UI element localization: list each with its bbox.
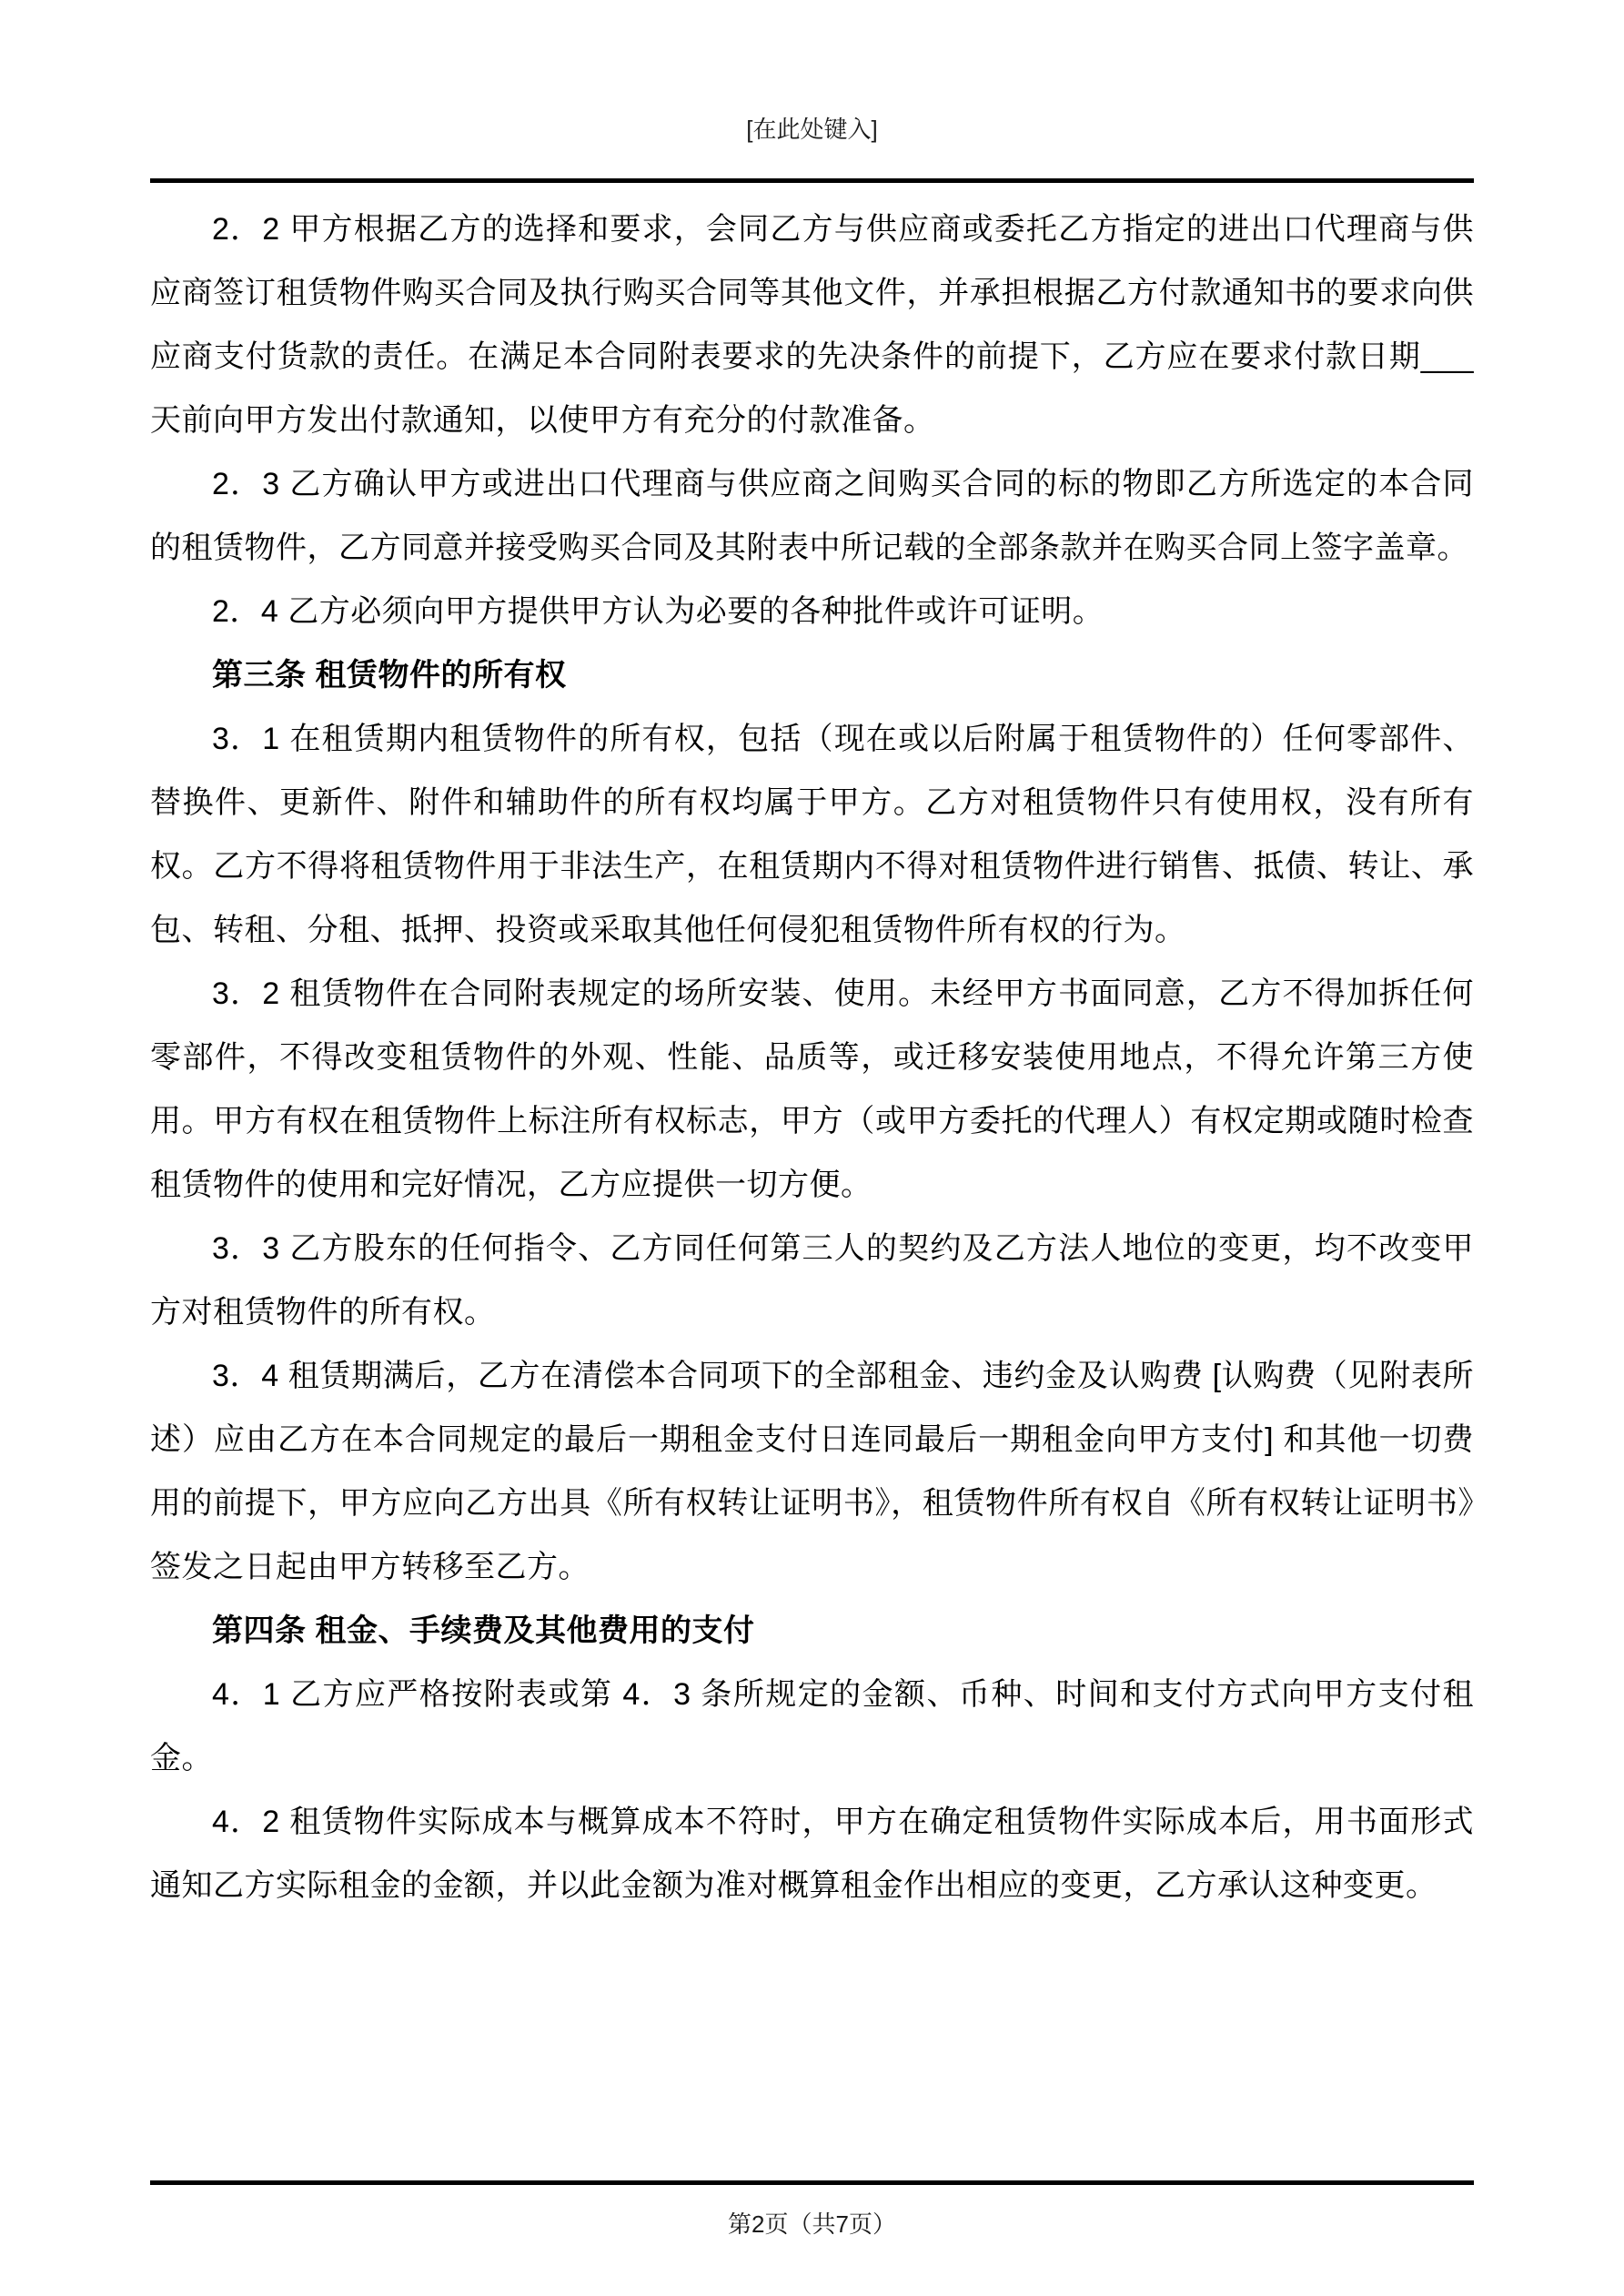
header-rule bbox=[150, 178, 1474, 183]
paragraph-clause-3-1: 3．1 在租赁期内租赁物件的所有权，包括（现在或以后附属于租赁物件的）任何零部件、替换件、更新件、附件和辅助件的所有权均属于甲方。乙方对租赁物件只有使用权，没有所有权。乙方不得将租赁物件用于非法生产，在租赁期内不得对租赁物件进行销售、抵债、转让、承包、转租、分租、抵押、投资或采取其他任何侵犯租赁物件所有权的行为。 bbox=[150, 722, 1474, 947]
document-body bbox=[150, 197, 1474, 1917]
paragraph-clause-3-2: 3．2 租赁物件在合同附表规定的场所安装、使用。未经甲方书面同意，乙方不得加拆任何零部件，不得改变租赁物件的外观、性能、品质等，或迁移安装使用地点，不得允许第三方使用。甲方有权在租赁物件上标注所有权标志，甲方（或甲方委托的代理人）有权定期或随时检查租赁物件的使用和完好情况，乙方应提供一切方便。 bbox=[150, 976, 1474, 1202]
page-header-placeholder: [在此处键入] bbox=[746, 116, 878, 143]
page-number-label: 第2页（共7页） bbox=[728, 2210, 896, 2238]
paragraph-clause-4-1: 4．1 乙方应严格按附表或第 4．3 条所规定的金额、币种、时间和支付方式向甲方支付租金。 bbox=[150, 1677, 1474, 1775]
footer-rule bbox=[150, 2180, 1474, 2185]
paragraph-clause-2-3: 2．3 乙方确认甲方或进出口代理商与供应商之间购买合同的标的物即乙方所选定的本合同的租赁物件，乙方同意并接受购买合同及其附表中所记载的全部条款并在购买合同上签字盖章。 bbox=[150, 467, 1474, 565]
paragraph-clause-2-4: 2．4 乙方必须向甲方提供甲方认为必要的各种批件或许可证明。 bbox=[212, 594, 1105, 629]
paragraph-clause-2-2: 2．2 甲方根据乙方的选择和要求，会同乙方与供应商或委托乙方指定的进出口代理商与供应商签订租赁物件购买合同及执行购买合同等其他文件，并承担根据乙方付款通知书的要求向供应商支付货款的责任。在满足本合同附表要求的先决条件的前提下，乙方应在要求付款日期___天前向甲方发出付款通知，以使甲方有充分的付款准备。 bbox=[150, 212, 1474, 438]
paragraph-clause-3-4: 3．4 租赁期满后，乙方在清偿本合同项下的全部租金、违约金及认购费 [认购费（见附表所述）应由乙方在本合同规定的最后一期租金支付日连同最后一期租金向甲方支付] 和其他一切费用的前提下，甲方应向乙方出具《所有权转让证明书》，租赁物件所有权自《所有权转让证明书》签发之日起由甲方转移至乙方。 bbox=[150, 1359, 1474, 1584]
paragraph-clause-4-2: 4．2 租赁物件实际成本与概算成本不符时，甲方在确定租赁物件实际成本后，用书面形式通知乙方实际租金的金额，并以此金额为准对概算租金作出相应的变更，乙方承认这种变更。 bbox=[150, 1805, 1474, 1903]
paragraph-clause-3-3: 3．3 乙方股东的任何指令、乙方同任何第三人的契约及乙方法人地位的变更，均不改变甲方对租赁物件的所有权。 bbox=[150, 1231, 1474, 1330]
section-heading-3: 第三条 租赁物件的所有权 bbox=[212, 658, 567, 693]
section-heading-4: 第四条 租金、手续费及其他费用的支付 bbox=[212, 1613, 755, 1648]
